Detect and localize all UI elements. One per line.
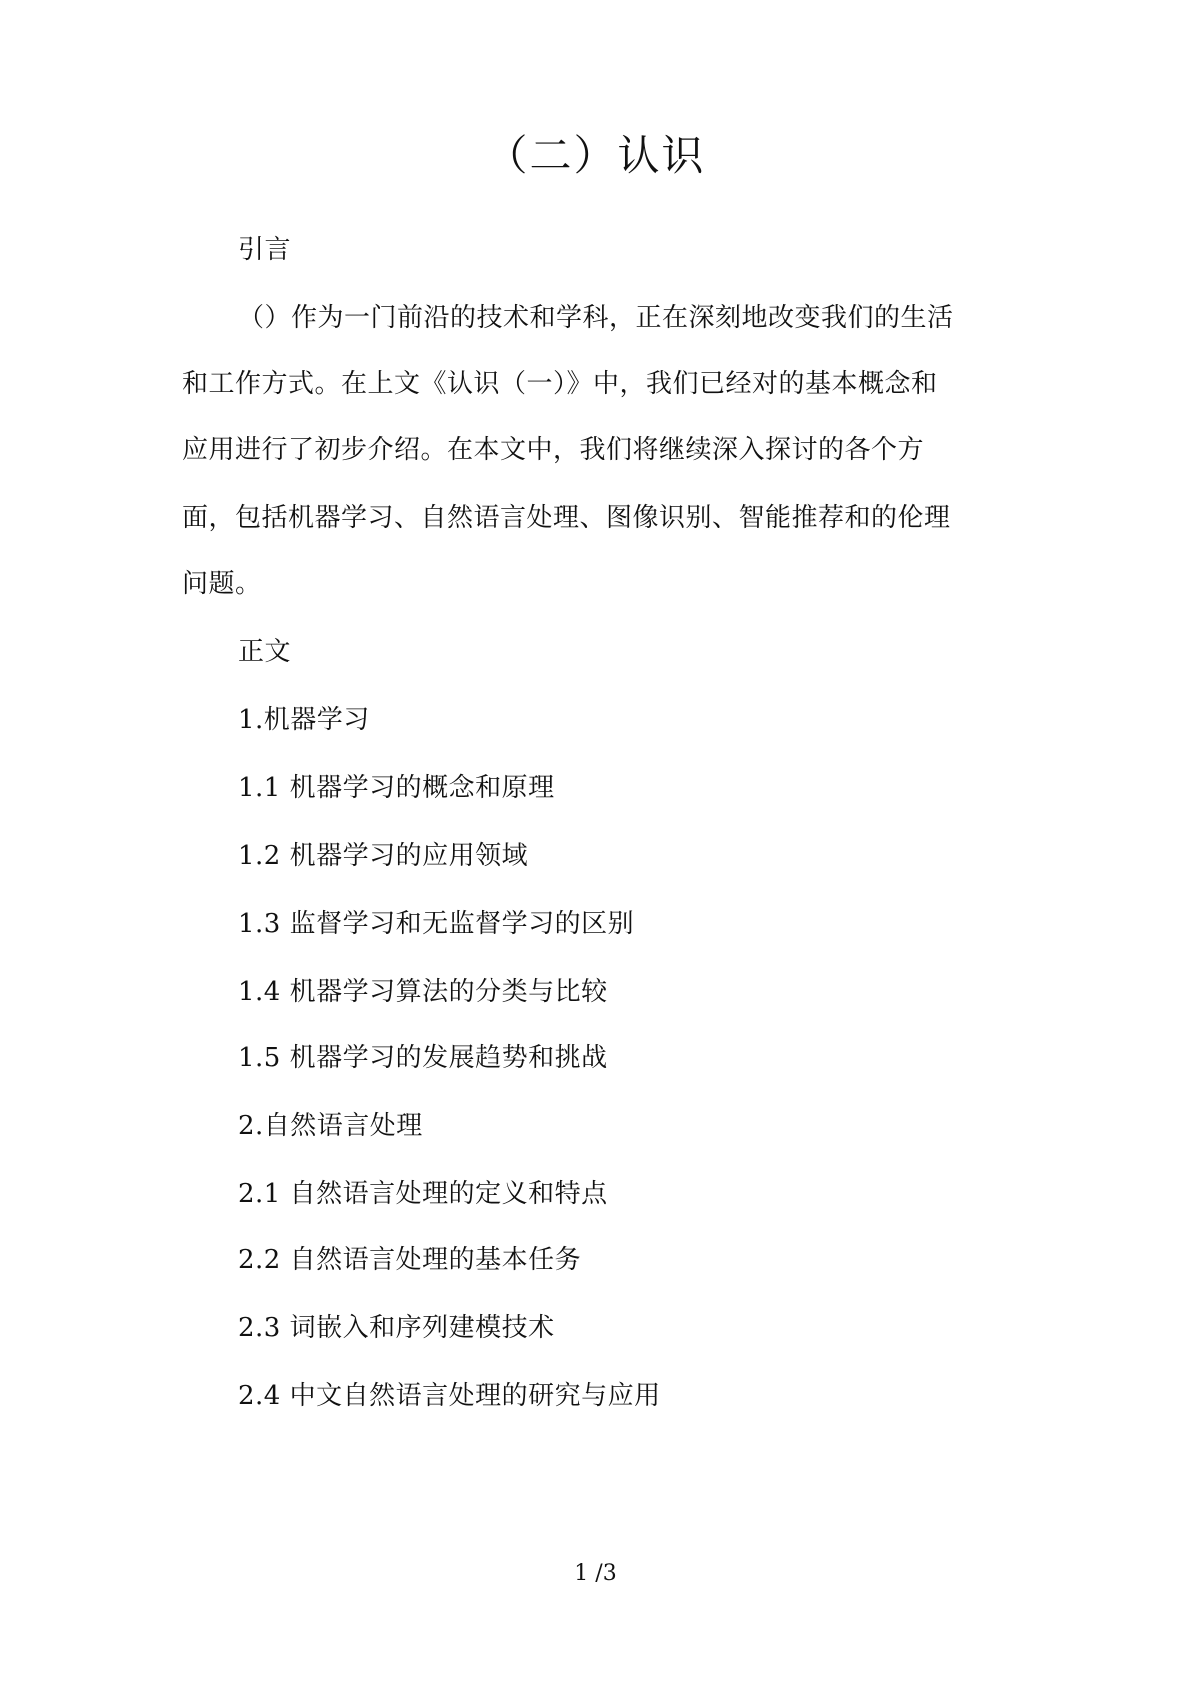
intro-heading: 引言 bbox=[238, 235, 292, 265]
intro-line: （）作为一门前沿的技术和学科，正在深刻地改变我们的生活 bbox=[238, 303, 954, 333]
outline-item: 2.2 自然语言处理的基本任务 bbox=[238, 1245, 582, 1275]
outline-item: 1.1 机器学习的概念和原理 bbox=[238, 773, 555, 803]
page-number: 1 /3 bbox=[574, 1561, 617, 1586]
document-title: （二）认识 bbox=[485, 131, 706, 180]
outline-item: 2.自然语言处理 bbox=[238, 1111, 423, 1141]
outline-item: 2.3 词嵌入和序列建模技术 bbox=[238, 1313, 555, 1343]
outline-item: 1.3 监督学习和无监督学习的区别 bbox=[238, 909, 635, 939]
outline-item: 1.机器学习 bbox=[238, 705, 370, 735]
outline-item: 1.5 机器学习的发展趋势和挑战 bbox=[238, 1043, 608, 1073]
body-heading: 正文 bbox=[238, 637, 292, 667]
intro-line: 问题。 bbox=[182, 569, 262, 599]
intro-line: 和工作方式。在上文《认识（一）》中，我们已经对的基本概念和 bbox=[182, 369, 938, 399]
outline-item: 1.2 机器学习的应用领域 bbox=[238, 841, 529, 871]
outline-item: 2.1 自然语言处理的定义和特点 bbox=[238, 1179, 608, 1209]
intro-line: 应用进行了初步介绍。在本文中，我们将继续深入探讨的各个方 bbox=[182, 435, 925, 465]
outline-item: 2.4 中文自然语言处理的研究与应用 bbox=[238, 1381, 661, 1411]
outline-item: 1.4 机器学习算法的分类与比较 bbox=[238, 977, 608, 1007]
intro-line: 面，包括机器学习、自然语言处理、图像识别、智能推荐和的伦理 bbox=[182, 503, 951, 533]
